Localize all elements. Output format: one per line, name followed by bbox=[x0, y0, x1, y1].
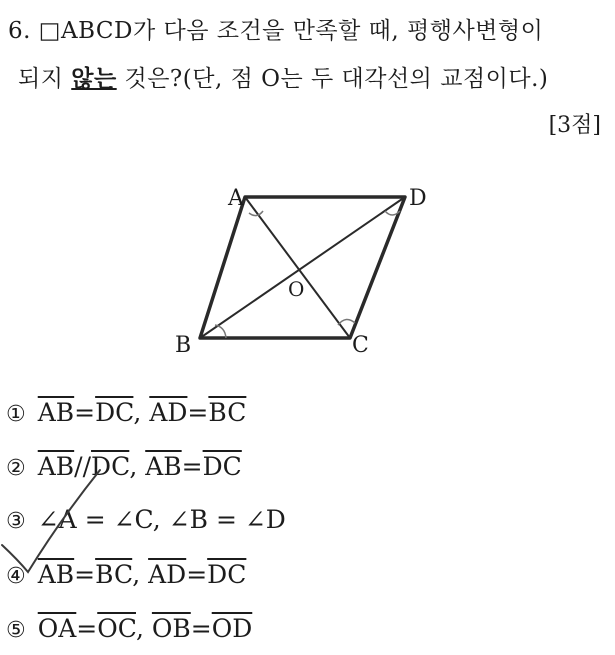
points-badge: [3점] bbox=[548, 113, 601, 138]
question-line-2-start: 되지 bbox=[18, 66, 72, 92]
angle: ∠B bbox=[168, 505, 209, 534]
segment: $\overline{DC}$ bbox=[91, 452, 130, 481]
segment: $\overline{AB}$ bbox=[37, 452, 75, 481]
option-3[interactable] bbox=[6, 505, 286, 534]
relation: // bbox=[74, 452, 92, 481]
relation: = bbox=[76, 614, 98, 643]
option-4[interactable] bbox=[6, 560, 246, 589]
relation: = bbox=[190, 614, 212, 643]
relation: = bbox=[74, 398, 96, 427]
separator: , bbox=[129, 452, 146, 481]
option-number: ④ bbox=[6, 564, 26, 589]
relation: = bbox=[74, 560, 96, 589]
separator: , bbox=[132, 560, 149, 589]
relation: = bbox=[76, 505, 114, 534]
option-2[interactable] bbox=[6, 452, 242, 481]
question-line-2-end: 것은?(단, 점 O는 두 대각선의 교점이다.) bbox=[116, 66, 549, 92]
segment: $\overline{AB}$ bbox=[37, 560, 75, 589]
relation: = bbox=[181, 452, 203, 481]
segment: $\overline{AD}$ bbox=[148, 560, 187, 589]
option-number: ⑤ bbox=[6, 618, 26, 643]
segment: $\overline{AB}$ bbox=[145, 452, 182, 481]
segment: $\overline{BC}$ bbox=[95, 560, 133, 589]
vertex-label-c: C bbox=[352, 333, 369, 358]
relation: = bbox=[187, 398, 209, 427]
relation: = bbox=[208, 505, 245, 534]
diagonal-ac bbox=[245, 197, 350, 338]
angle: ∠C bbox=[113, 505, 153, 534]
vertex-label-a: A bbox=[228, 186, 244, 211]
segment: $\overline{OD}$ bbox=[211, 614, 253, 643]
segment: $\overline{DC}$ bbox=[207, 560, 247, 589]
segment: $\overline{DC}$ bbox=[95, 398, 134, 427]
segment: $\overline{OA}$ bbox=[37, 614, 77, 643]
segment: $\overline{AD}$ bbox=[149, 398, 188, 427]
option-number: ① bbox=[6, 402, 26, 427]
question-line-2 bbox=[18, 60, 548, 93]
segment: $\overline{DC}$ bbox=[202, 452, 242, 481]
option-number: ② bbox=[6, 456, 26, 481]
option-number: ③ bbox=[6, 509, 26, 534]
separator: , bbox=[135, 614, 152, 643]
question-line-1: 6. □ABCD가 다음 조건을 만족할 때, 평행사변형이 bbox=[8, 18, 544, 44]
segment: $\overline{AB}$ bbox=[37, 398, 75, 427]
separator: , bbox=[133, 398, 150, 427]
angle: ∠D bbox=[244, 505, 286, 534]
segment: $\overline{OC}$ bbox=[97, 614, 136, 643]
vertex-label-d: D bbox=[409, 186, 427, 211]
segment: $\overline{BC}$ bbox=[208, 398, 247, 427]
option-1[interactable] bbox=[6, 398, 246, 427]
segment: $\overline{OB}$ bbox=[151, 614, 191, 643]
center-label-o: O bbox=[288, 277, 305, 301]
option-5[interactable] bbox=[6, 614, 252, 643]
separator: , bbox=[152, 505, 169, 534]
diagonal-bd bbox=[200, 197, 405, 338]
vertex-label-b: B bbox=[175, 333, 192, 358]
question-emphasis: 않는 bbox=[71, 65, 117, 92]
parallelogram-figure bbox=[160, 175, 440, 375]
relation: = bbox=[186, 560, 208, 589]
angle: ∠A bbox=[37, 505, 77, 534]
